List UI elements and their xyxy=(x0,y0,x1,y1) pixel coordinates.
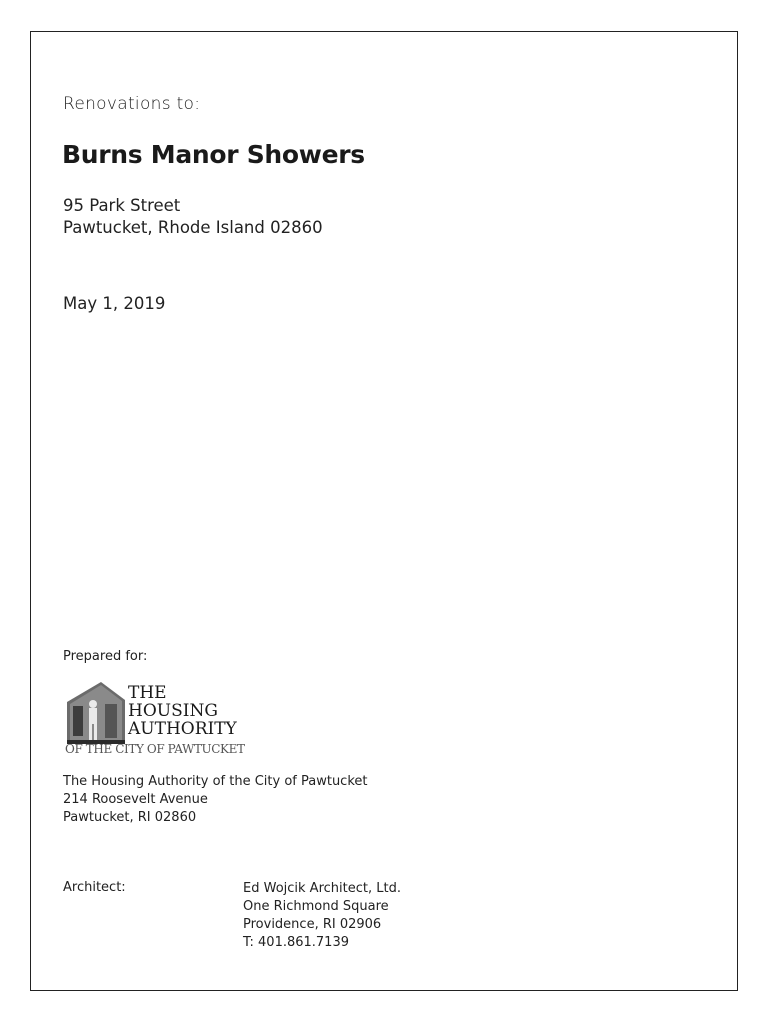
architect-name: Ed Wojcik Architect, Ltd. xyxy=(243,881,401,896)
address-line-2: Pawtucket, Rhode Island 02860 xyxy=(63,218,323,237)
architect-label: Architect: xyxy=(63,880,126,895)
client-block xyxy=(63,773,368,827)
architect-city: Providence, RI 02906 xyxy=(243,917,382,932)
logo-line-housing: HOUSING xyxy=(128,701,218,721)
project-title: Burns Manor Showers xyxy=(62,140,365,169)
architect-block xyxy=(243,880,401,952)
logo-subline: OF THE CITY OF PAWTUCKET xyxy=(65,742,245,756)
cover-page xyxy=(30,31,738,991)
housing-authority-logo xyxy=(65,680,255,762)
prepared-for-label: Prepared for: xyxy=(63,649,148,664)
client-street: 214 Roosevelt Avenue xyxy=(63,792,208,807)
logo-line-authority: AUTHORITY xyxy=(128,719,237,739)
client-city: Pawtucket, RI 02860 xyxy=(63,810,197,825)
logo-wordmark xyxy=(128,684,237,738)
client-name: The Housing Authority of the City of Pawtucket xyxy=(63,774,368,789)
project-address xyxy=(63,195,323,239)
logo-line-the: THE xyxy=(128,683,167,703)
document-date: May 1, 2019 xyxy=(63,294,166,313)
architect-phone: T: 401.861.7139 xyxy=(243,935,349,950)
address-line-1: 95 Park Street xyxy=(63,196,181,215)
house-icon xyxy=(65,680,131,746)
architect-street: One Richmond Square xyxy=(243,899,389,914)
renovations-intro: Renovations to: xyxy=(63,94,201,114)
